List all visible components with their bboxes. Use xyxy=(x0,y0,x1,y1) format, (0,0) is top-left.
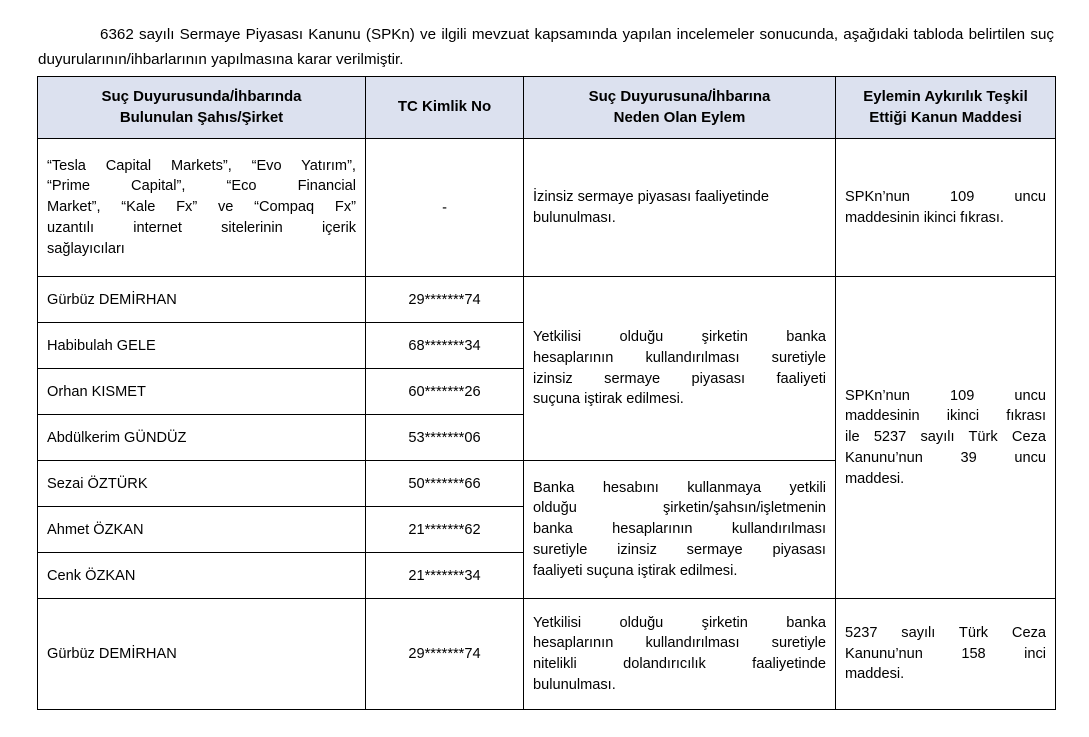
table-body xyxy=(38,139,1056,710)
column-header-law xyxy=(836,77,1056,139)
cell-person: Gürbüz DEMİRHAN xyxy=(38,277,366,323)
cell-law-line4: Kanunu’nun 39 uncu xyxy=(845,449,1046,466)
cell-person-line1: “Tesla Capital Markets”, “Evo Yatırım”, xyxy=(47,157,356,174)
cell-person: Gürbüz DEMİRHAN xyxy=(38,599,366,710)
intro-paragraph: 6362 sayılı Sermaye Piyasası Kanunu (SPKn) ve ilgili mevzuat kapsamında yapılan incelemeler sonucunda, aşağıdaki tabloda belirtilen suç duyurularının/ihbarlarının yapılmasına karar verilmiştir. xyxy=(38,26,1054,68)
cell-law-line3: ile 5237 sayılı Türk Ceza xyxy=(845,429,1046,446)
cell-action-line4: bulunulması. xyxy=(533,676,616,693)
column-header-tc xyxy=(366,77,524,139)
offence-table xyxy=(37,76,1056,710)
cell-law xyxy=(836,139,1056,277)
cell-person: Habibulah GELE xyxy=(38,323,366,369)
table-row xyxy=(38,277,1056,323)
cell-person: Ahmet ÖZKAN xyxy=(38,507,366,553)
table-header xyxy=(38,77,1056,139)
cell-action xyxy=(524,139,836,277)
column-header-person xyxy=(38,77,366,139)
column-header-action-line1: Suç Duyurusuna/İhbarına xyxy=(588,87,771,105)
table-header-row xyxy=(38,77,1056,139)
cell-tc: 21*******34 xyxy=(366,553,524,599)
cell-action-line2: hesaplarının kullandırılması suretiyle xyxy=(533,349,826,366)
cell-action-line1: Banka hesabını kullanmaya yetkili xyxy=(533,479,826,496)
cell-law-line2: Kanunu’nun 158 inci xyxy=(845,645,1046,662)
cell-law-line1: 5237 sayılı Türk Ceza xyxy=(845,624,1046,641)
cell-tc: 29*******74 xyxy=(366,599,524,710)
column-header-law-line1: Eylemin Aykırılık Teşkil xyxy=(863,87,1028,105)
cell-action-merged-group1 xyxy=(524,277,836,461)
cell-action-line1: İzinsiz sermaye piyasası faaliyetinde xyxy=(533,188,770,205)
cell-action-line2: olduğu şirketin/şahsın/işletmenin xyxy=(533,500,826,517)
cell-action-merged-group2 xyxy=(524,461,836,599)
table-row xyxy=(38,139,1056,277)
cell-law xyxy=(836,599,1056,710)
cell-person xyxy=(38,139,366,277)
offence-table-wrapper xyxy=(37,76,1055,710)
cell-tc: 21*******62 xyxy=(366,507,524,553)
column-header-action xyxy=(524,77,836,139)
cell-person: Cenk ÖZKAN xyxy=(38,553,366,599)
cell-person: Sezai ÖZTÜRK xyxy=(38,461,366,507)
cell-person-line4: uzantılı internet sitelerinin içerik xyxy=(47,219,356,236)
cell-tc: - xyxy=(366,139,524,277)
cell-person-line3: Market”, “Kale Fx” ve “Compaq Fx” xyxy=(47,199,356,216)
cell-law-merged xyxy=(836,277,1056,599)
cell-action-line1: Yetkilisi olduğu şirketin banka xyxy=(533,329,826,346)
cell-action-line2: bulunulması. xyxy=(533,209,616,226)
cell-person-line2: “Prime Capital”, “Eco Financial xyxy=(47,178,356,195)
cell-law-line2: maddesinin ikinci fıkrası xyxy=(845,408,1046,425)
column-header-tc-line1: TC Kimlik No xyxy=(397,98,492,116)
cell-action-line2: hesaplarının kullandırılması suretiyle xyxy=(533,635,826,652)
cell-tc: 68*******34 xyxy=(366,323,524,369)
cell-action-line4: suçuna iştirak edilmesi. xyxy=(533,391,684,408)
cell-tc: 29*******74 xyxy=(366,277,524,323)
cell-action-line3: izinsiz sermaye piyasası faaliyeti xyxy=(533,370,826,387)
column-header-person-line1: Suç Duyurusunda/İhbarında xyxy=(101,87,302,105)
table-row xyxy=(38,599,1056,710)
cell-person-line5: sağlayıcıları xyxy=(47,240,125,257)
column-header-action-line2: Neden Olan Eylem xyxy=(613,108,746,126)
cell-action-line1: Yetkilisi olduğu şirketin banka xyxy=(533,614,826,631)
cell-action-line4: suretiyle izinsiz sermaye piyasası xyxy=(533,541,826,558)
column-header-law-line2: Ettiği Kanun Maddesi xyxy=(869,108,1022,126)
cell-action-line3: nitelikli dolandırıcılık faaliyetinde xyxy=(533,656,826,672)
cell-tc: 60*******26 xyxy=(366,369,524,415)
column-header-person-line2: Bulunulan Şahıs/Şirket xyxy=(119,108,284,126)
cell-law-line3: maddesi. xyxy=(845,666,905,683)
cell-person: Abdülkerim GÜNDÜZ xyxy=(38,415,366,461)
cell-law-line5: maddesi. xyxy=(845,470,905,487)
cell-law-line2: maddesinin ikinci fıkrası. xyxy=(845,209,1004,226)
cell-tc: 50*******66 xyxy=(366,461,524,507)
cell-action xyxy=(524,599,836,710)
cell-action-line5: faaliyeti suçuna iştirak edilmesi. xyxy=(533,562,738,579)
cell-person: Orhan KISMET xyxy=(38,369,366,415)
cell-action-line3: banka hesaplarının kullandırılması xyxy=(533,521,826,538)
cell-law-line1: SPKn’nun 109 uncu xyxy=(845,188,1046,205)
cell-tc: 53*******06 xyxy=(366,415,524,461)
cell-law-line1: SPKn’nun 109 uncu xyxy=(845,387,1046,404)
